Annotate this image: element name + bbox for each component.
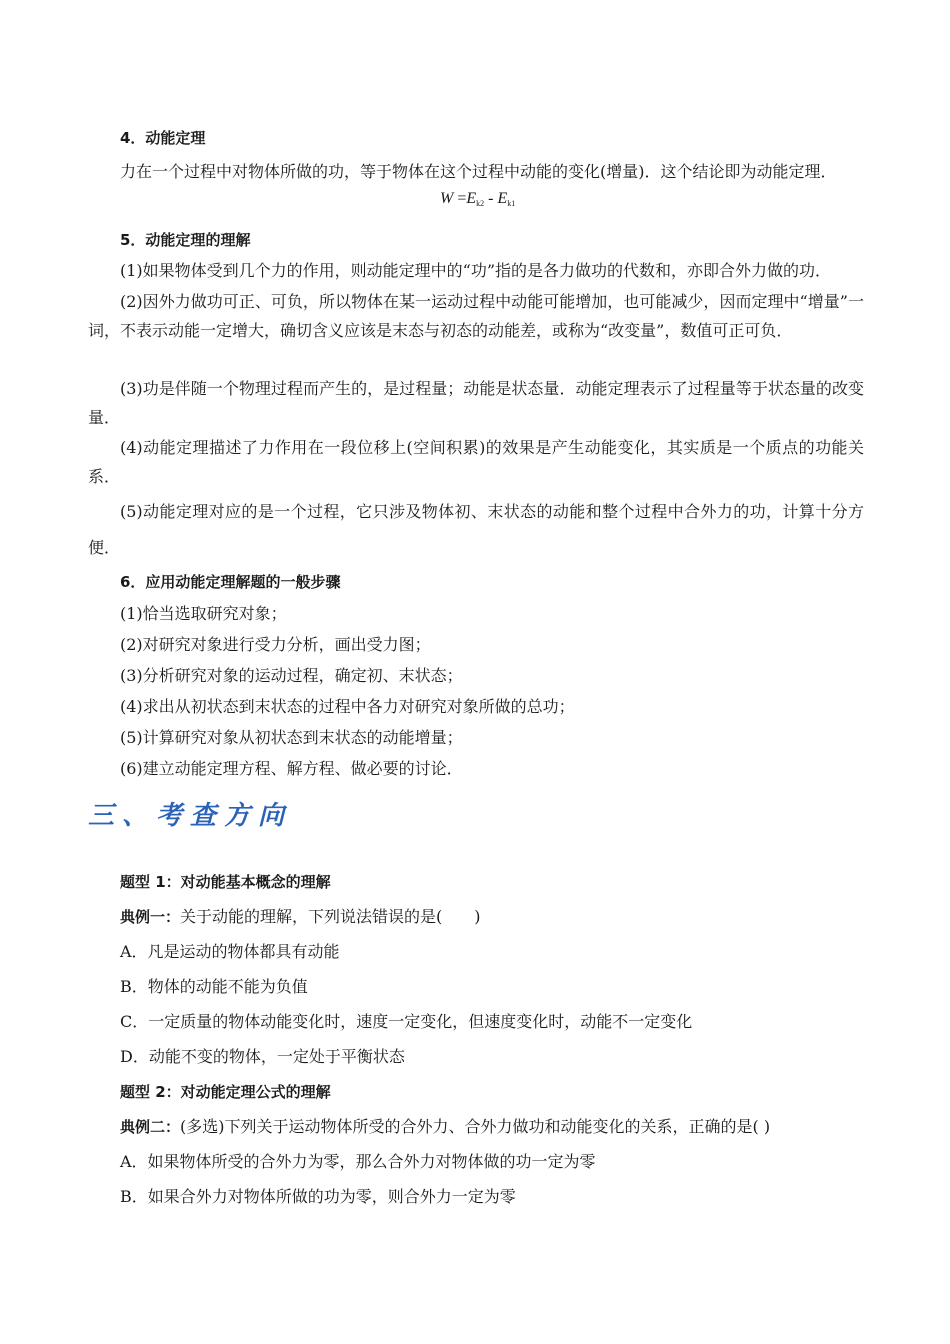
- formula-e1: E: [466, 190, 477, 207]
- step-item: (1)恰当选取研究对象；: [120, 604, 287, 623]
- option-a: A．凡是运动的物体都具有动能: [120, 942, 340, 961]
- option-d: D．动能不变的物体，一定处于平衡状态: [120, 1047, 405, 1066]
- step-item: (5)计算研究对象从初状态到末状态的动能增量；: [120, 728, 463, 747]
- theorem-statement: 力在一个过程中对物体所做的功，等于物体在这个过程中动能的变化(增量)．这个结论即为动能定理．: [120, 162, 837, 181]
- understanding-point-2: (2)因外力做功可正、可负，所以物体在某一运动过程中动能可能增加，也可能减少，因而定理中“增量”一词，不表示动能一定增大，确切含义应该是末态与初态的动能差，或称为“改变量”，数值可正可负．: [88, 292, 864, 340]
- heading-solution-steps: 6．应用动能定理解题的一般步骤: [120, 573, 341, 591]
- formula-sub-k2: k2: [476, 199, 485, 208]
- example-2-label: 典例二：: [120, 1118, 181, 1136]
- example-1-stem: [120, 906, 481, 928]
- example-1-question: 关于动能的理解，下列说法错误的是( ): [180, 907, 481, 926]
- option-b: B．如果合外力对物体所做的功为零，则合外力一定为零: [120, 1187, 516, 1206]
- formula-minus: -: [488, 190, 494, 207]
- option-a: A．如果物体所受的合外力为零，那么合外力对物体做的功一定为零: [120, 1152, 596, 1171]
- understanding-point-5: (5)动能定理对应的是一个过程，它只涉及物体初、末状态的动能和整个过程中合外力的功，计算十分方便．: [88, 502, 864, 557]
- example-2-question: (多选)下列关于运动物体所受的合外力、合外力做功和动能变化的关系，正确的是( ): [180, 1117, 771, 1136]
- work-energy-formula: [440, 190, 515, 208]
- example-2-stem: [120, 1116, 770, 1138]
- understanding-point-4: (4)动能定理描述了力作用在一段位移上(空间积累)的效果是产生动能变化，其实质是一个质点的功能关系．: [88, 438, 864, 486]
- step-item: (3)分析研究对象的运动过程，确定初、末状态；: [120, 666, 463, 685]
- formula-e2: E: [497, 190, 508, 207]
- example-1-label: 典例一：: [120, 908, 181, 926]
- formula-equals: =: [457, 190, 467, 207]
- understanding-point-1: (1)如果物体受到几个力的作用，则动能定理中的“功”指的是各力做功的代数和，亦即合外力做的功．: [120, 261, 832, 280]
- understanding-point-3: (3)功是伴随一个物理过程而产生的，是过程量；动能是状态量．动能定理表示了过程量等于状态量的改变量．: [88, 379, 864, 427]
- step-item: (2)对研究对象进行受力分析，画出受力图；: [120, 635, 431, 654]
- question-type-2: 题型 2：对动能定理公式的理解: [120, 1083, 331, 1101]
- option-b: B．物体的动能不能为负值: [120, 977, 308, 996]
- option-c: C．一定质量的物体动能变化时，速度一定变化，但速度变化时，动能不一定变化: [120, 1012, 693, 1031]
- heading-kinetic-energy-theorem: 4．动能定理: [120, 129, 206, 147]
- question-type-1: 题型 1：对动能基本概念的理解: [120, 873, 331, 891]
- formula-w: W: [440, 190, 454, 207]
- section-title-exam-direction: 三、考查方向: [88, 801, 293, 831]
- step-item: (4)求出从初状态到末状态的过程中各力对研究对象所做的总功；: [120, 697, 575, 716]
- heading-understanding: 5．动能定理的理解: [120, 231, 251, 249]
- step-item: (6)建立动能定理方程、解方程、做必要的讨论．: [120, 759, 463, 778]
- formula-sub-k1: k1: [507, 199, 516, 208]
